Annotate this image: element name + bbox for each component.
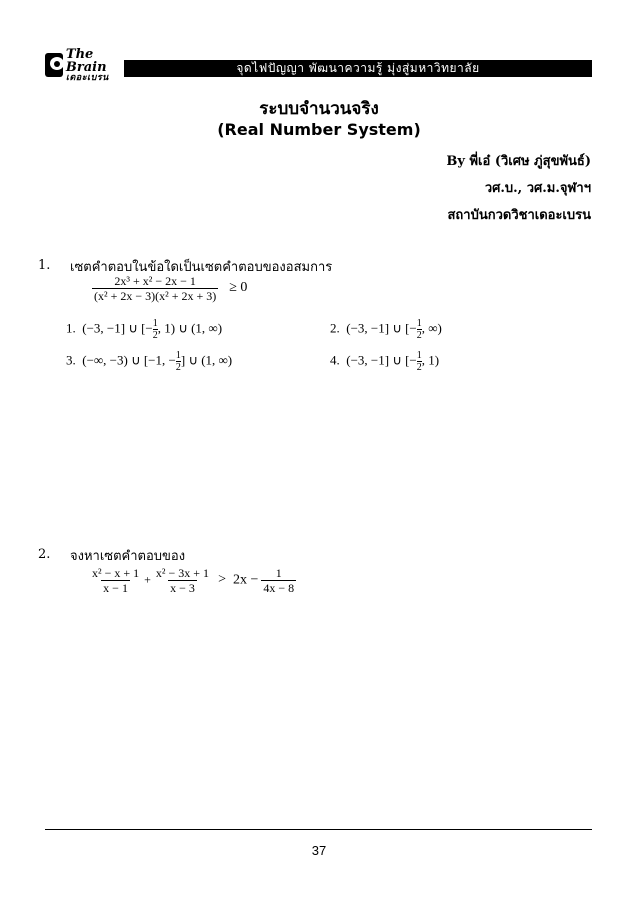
q2-rhs: 2x −: [232, 572, 259, 588]
author-institute: สถาบันกวดวิชาเดอะเบรน: [447, 208, 591, 223]
frac-num: 1: [175, 350, 181, 361]
q1-choice-3[interactable]: [66, 350, 232, 373]
q1-choice-2[interactable]: [330, 318, 442, 341]
q2-relation: >: [218, 572, 226, 588]
author-name: By พี่เอ๋ (วิเศษ ภู่สุขพันธ์): [446, 154, 591, 169]
choice-pre: (−∞, −3) ∪ [−1, −: [82, 352, 176, 368]
q1-denominator: (x² + 2x − 3)(x² + 2x + 3): [94, 289, 217, 303]
header-banner: จุดไฟปัญญา พัฒนาความรู้ มุ่งสู่มหาวิทยาลัย: [124, 60, 592, 77]
logo: [45, 46, 120, 83]
brain-logo-icon: [45, 53, 63, 77]
choice-pre: (−3, −1] ∪ [−: [346, 320, 417, 336]
choice-label: 3.: [66, 352, 76, 368]
logo-line1: The Brain: [65, 46, 107, 75]
q1-numerator: 2x³ + x² − 2x − 1: [114, 274, 196, 288]
logo-text: [66, 48, 120, 83]
q2-fraction-2: [154, 566, 211, 595]
choice-post: , 1): [421, 352, 440, 368]
q2-plus: +: [144, 572, 151, 587]
choice-label: 1.: [66, 320, 76, 336]
choice-post: , ∞): [421, 320, 442, 336]
q2-frac2-den: x − 3: [170, 581, 195, 595]
question-1-number: 1.: [38, 258, 51, 273]
question-2-inequality: [90, 566, 296, 595]
choice-pre: (−3, −1] ∪ [−: [346, 352, 417, 368]
page-number: 37: [311, 843, 327, 858]
question-1-text: เซตคำตอบในข้อใดเป็นเซตคำตอบของอสมการ: [70, 260, 333, 275]
q2-frac3-den: 4x − 8: [263, 581, 295, 595]
frac-den: 2: [416, 362, 422, 373]
q1-choice-1[interactable]: [66, 318, 222, 341]
frac-den: 2: [175, 362, 181, 373]
page-title: ระบบจำนวนจริง: [259, 99, 379, 119]
frac-den: 2: [152, 330, 158, 341]
frac-num: 1: [152, 318, 158, 329]
frac-num: 1: [416, 318, 422, 329]
footer-divider: [45, 829, 592, 830]
choice-post: ] ∪ (1, ∞): [180, 352, 233, 368]
q1-choice-4[interactable]: [330, 350, 439, 373]
logo-line2: เดอะเบรน: [65, 72, 109, 83]
q2-frac1-den: x − 1: [103, 581, 128, 595]
question-2-text: จงหาเซตคำตอบของ: [70, 549, 186, 564]
question-2-number: 2.: [38, 547, 51, 562]
q2-fraction-3: [261, 566, 296, 595]
q2-frac1-num: x² − x + 1: [92, 566, 140, 580]
frac-den: 2: [416, 330, 422, 341]
q1-fraction: [92, 274, 218, 303]
choice-label: 2.: [330, 320, 340, 336]
q2-frac2-num: x² − 3x + 1: [155, 566, 210, 580]
page-subtitle: (Real Number System): [217, 120, 421, 139]
choice-post: , 1) ∪ (1, ∞): [157, 320, 223, 336]
q2-frac3-num: 1: [275, 566, 282, 580]
q1-relation: ≥ 0: [229, 280, 248, 296]
author-degree: วศ.บ., วศ.ม.จุฬาฯ: [484, 181, 591, 196]
choice-pre: (−3, −1] ∪ [−: [82, 320, 153, 336]
q2-fraction-1: [90, 566, 141, 595]
choice-label: 4.: [330, 352, 340, 368]
question-1-inequality: [92, 274, 247, 303]
frac-num: 1: [416, 350, 422, 361]
